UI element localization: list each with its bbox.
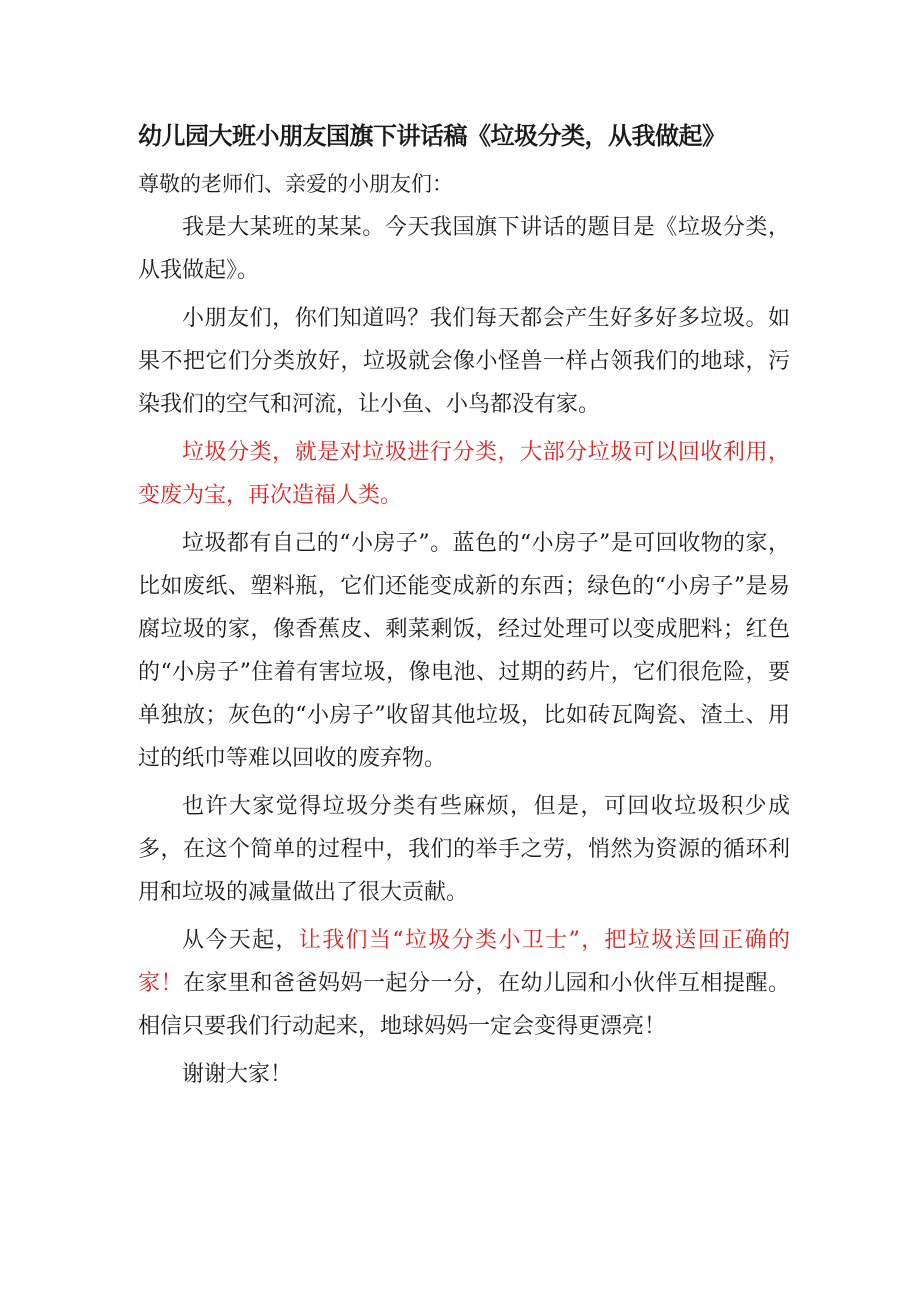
cta-start: 从今天起， [182, 928, 299, 953]
paragraph-contribution: 也许大家觉得垃圾分类有些麻烦，但是，可回收垃圾积少成多，在这个简单的过程中，我们的举手之劳，悄然为资源的循环利用和垃圾的减量做出了很大贡献。 [138, 794, 790, 905]
cta-end: 在家里和爸爸妈妈一起分一分，在幼儿园和小伙伴互相提醒。相信只要我们行动起来，地球妈妈一定会变得更漂亮！ [138, 971, 790, 1039]
cta-emphasis: 让我们当“垃圾分类小卫士”，把垃圾送回正确的家！ [138, 928, 790, 996]
paragraph-intro: 我是大某班的某某。今天我国旗下讲话的题目是《垃圾分类，从我做起》。 [138, 215, 790, 283]
document-title: 幼儿园大班小朋友国旗下讲话稿《垃圾分类，从我做起》 [138, 122, 726, 150]
paragraph-call-to-action [138, 919, 790, 1048]
paragraph-problem: 小朋友们，你们知道吗？我们每天都会产生好多好多垃圾。如果不把它们分类放好，垃圾就会像小怪兽一样占领我们的地球，污染我们的空气和河流，让小鱼、小鸟都没有家。 [138, 306, 790, 417]
paragraph-bins: 垃圾都有自己的“小房子”。蓝色的“小房子”是可回收物的家，比如废纸、塑料瓶，它们还能变成新的东西；绿色的“小房子”是易腐垃圾的家，像香蕉皮、剩菜剩饭，经过处理可以变成肥料；红色的“小房子”住着有害垃圾，像电池、过期的药片，它们很危险，要单独放；灰色的“小房子”收留其他垃圾，比如砖瓦陶瓷、渣土、用过的纸巾等难以回收的废弃物。 [138, 531, 790, 771]
closing: 谢谢大家！ [182, 1062, 293, 1087]
salutation: 尊敬的老师们、亲爱的小朋友们： [138, 172, 453, 196]
document-page [138, 118, 790, 1101]
paragraph-definition: 垃圾分类，就是对垃圾进行分类，大部分垃圾可以回收利用，变废为宝，再次造福人类。 [138, 440, 790, 508]
